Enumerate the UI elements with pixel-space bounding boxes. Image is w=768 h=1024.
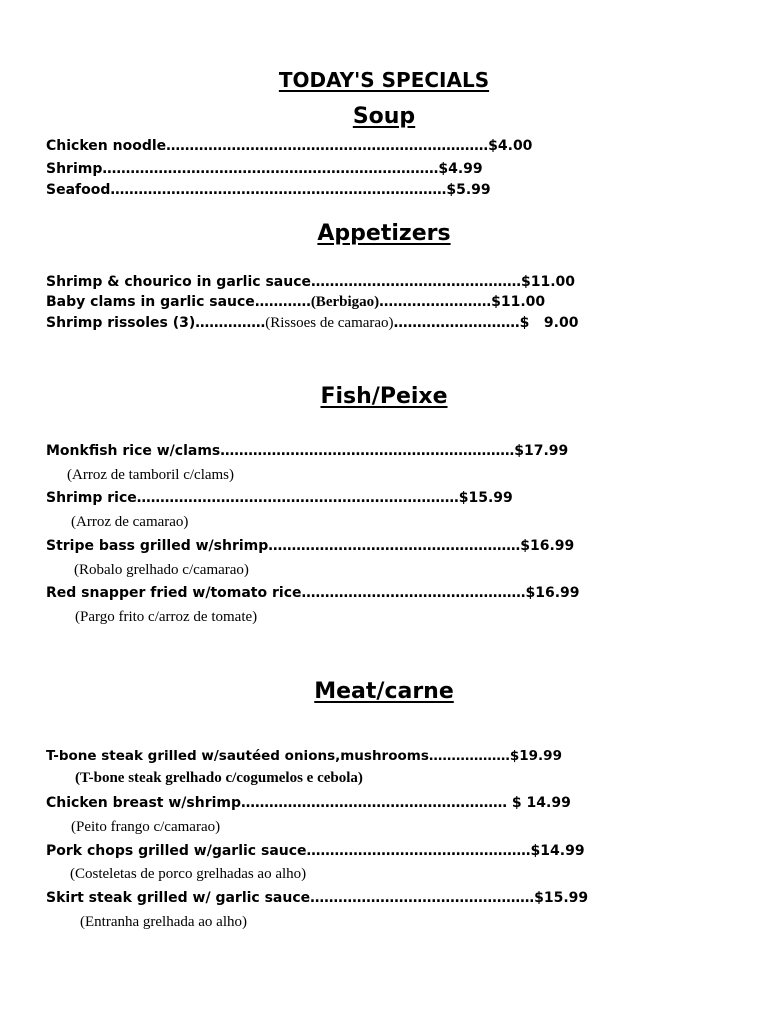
appetizers-heading: Appetizers [317, 221, 451, 246]
item-name: Shrimp [46, 161, 103, 177]
menu-item-shrimp-chourico [46, 272, 575, 292]
item-dots: ………………………………………………… [241, 795, 508, 811]
item-dots: ……………………………………………………… [220, 443, 515, 459]
translation-stripe-bass: (Robalo grelhado c/camarao) [74, 562, 249, 578]
soup-heading: Soup [352, 104, 416, 129]
menu-item-baby-clams [46, 292, 545, 312]
item-price: $5.99 [446, 182, 491, 198]
item-dots-2: ……………………… [393, 315, 520, 331]
item-price: $15.99 [534, 890, 589, 906]
menu-item-shrimp-rice [46, 488, 513, 508]
fish-heading: Fish/Peixe [320, 384, 448, 409]
item-price: $19.99 [509, 748, 562, 764]
translation-shrimp-rice: (Arroz de camarao) [71, 514, 189, 530]
menu-item-shrimp-soup [46, 159, 483, 179]
item-name: Red snapper fried w/tomato rice [46, 585, 302, 601]
item-price: $4.00 [488, 138, 533, 154]
item-name: T-bone steak grilled w/sautéed onions,mushrooms [46, 748, 429, 764]
item-dots: ……………… [428, 748, 510, 764]
translation-pork-chops: (Costeletas de porco grelhadas ao alho) [70, 866, 307, 882]
item-price: $4.99 [438, 161, 483, 177]
item-dots: ………………………………………… [310, 890, 535, 906]
item-dots: ……………………………………………………………… [110, 182, 447, 198]
page-title: TODAY'S SPECIALS [278, 68, 490, 92]
translation-chicken-breast: (Peito frango c/camarao) [71, 819, 221, 835]
item-name: Baby clams in garlic sauce [46, 294, 255, 310]
item-price: $17.99 [514, 443, 569, 459]
menu-item-seafood-soup [46, 180, 491, 200]
menu-item-skirt-steak [46, 888, 588, 908]
menu-item-pork-chops [46, 841, 585, 861]
item-name: Monkfish rice w/clams [46, 443, 221, 459]
item-dots: ……………………………………………………………… [102, 161, 439, 177]
menu-item-red-snapper [46, 583, 580, 603]
item-price: $16.99 [520, 538, 575, 554]
item-name: Shrimp rice [46, 490, 137, 506]
item-name: Pork chops grilled w/garlic sauce [46, 843, 307, 859]
item-note: (Rissoes de camarao) [265, 315, 394, 331]
item-price: $ 9.00 [519, 315, 579, 331]
item-price: $14.99 [530, 843, 585, 859]
menu-item-monkfish-rice [46, 441, 568, 461]
menu-item-shrimp-rissoles [46, 313, 578, 333]
meat-heading: Meat/carne [314, 679, 454, 704]
menu-item-chicken-breast [46, 793, 571, 813]
translation-skirt-steak: (Entranha grelhada ao alho) [80, 914, 247, 930]
item-dots: ……………………………………… [311, 274, 521, 290]
item-name: Skirt steak grilled w/ garlic sauce [46, 890, 311, 906]
item-dots: ………………………………………… [301, 585, 526, 601]
translation-monkfish-rice: (Arroz de tamboril c/clams) [67, 467, 235, 483]
item-dots: ………………………………………… [306, 843, 531, 859]
item-dots-2: …………………… [379, 294, 492, 310]
menu-item-t-bone-steak [46, 746, 562, 766]
item-price: $15.99 [458, 490, 513, 506]
translation-t-bone-steak: (T-bone steak grelhado c/cogumelos e cebola) [75, 770, 363, 786]
item-name: Chicken noodle [46, 138, 167, 154]
item-price: $16.99 [525, 585, 580, 601]
item-name: Seafood [46, 182, 111, 198]
item-dots: …………… [195, 315, 266, 331]
item-dots: ………… [254, 294, 311, 310]
item-price: $11.00 [521, 274, 576, 290]
item-price: $ 14.99 [507, 795, 571, 811]
item-note: (Berbigao) [310, 294, 380, 310]
item-dots: …………………………………………………………… [166, 138, 489, 154]
translation-red-snapper: (Pargo frito c/arroz de tomate) [75, 609, 258, 625]
item-name: Shrimp rissoles (3) [46, 315, 196, 331]
item-dots: …………………………………………………………… [136, 490, 459, 506]
item-dots: ……………………………………………… [268, 538, 521, 554]
menu-item-stripe-bass [46, 536, 574, 556]
menu-item-chicken-noodle [46, 136, 532, 156]
item-name: Chicken breast w/shrimp [46, 795, 242, 811]
item-name: Shrimp & chourico in garlic sauce [46, 274, 311, 290]
item-name: Stripe bass grilled w/shrimp [46, 538, 269, 554]
item-price: $11.00 [491, 294, 546, 310]
